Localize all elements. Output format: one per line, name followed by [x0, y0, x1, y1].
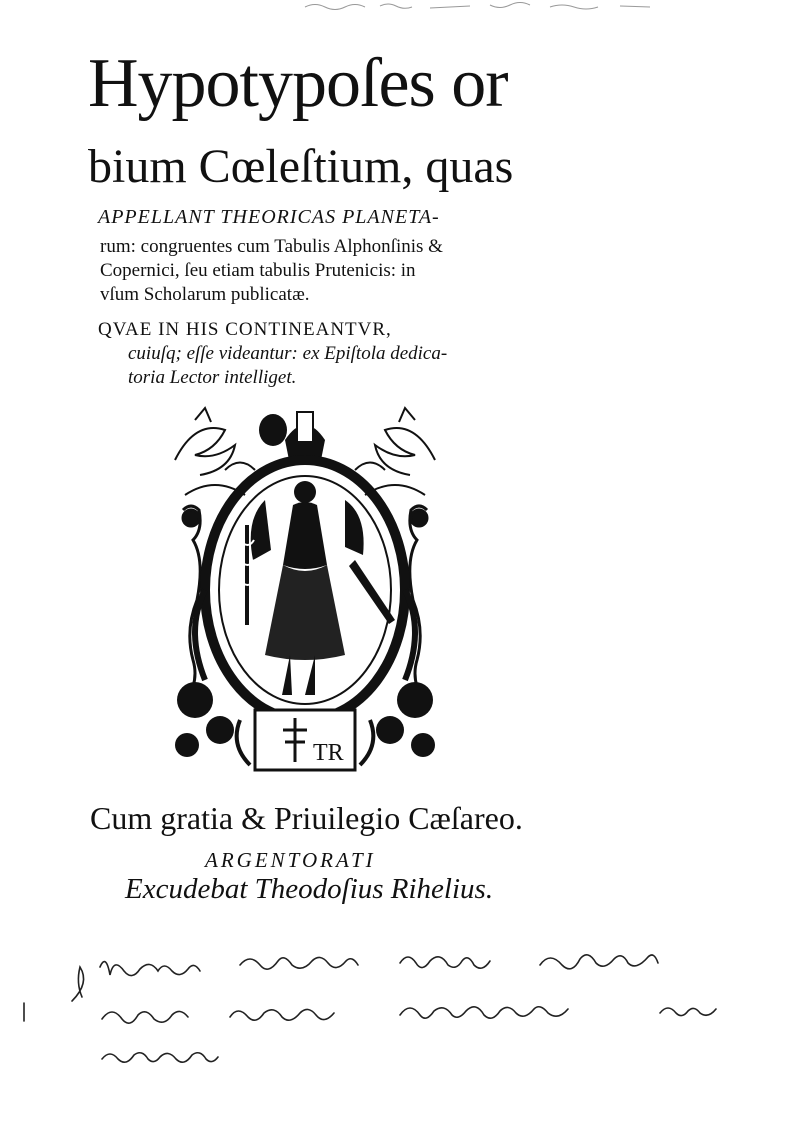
subtitle-line-1: rum: congruentes cum Tabulis Alphonſinis &	[100, 236, 443, 257]
title-line-1: Hypotypoſes or	[88, 45, 508, 122]
title-line-2: bium Cœleſtium, quas	[88, 140, 514, 193]
subtitle-caps-line: APPELLANT THEORICAS PLANETA-	[98, 206, 440, 228]
printer-mark: TR	[313, 740, 344, 766]
subtitle-line-3: vſum Scholarum publicatæ.	[100, 284, 310, 305]
imprint-city: ARGENTORATI	[205, 848, 376, 872]
imprint-printer: Excudebat Theodoſius Rihelius.	[125, 873, 494, 905]
contents-line-2: toria Lector intelliget.	[128, 367, 297, 388]
printers-device-woodcut	[165, 400, 445, 785]
subtitle-line-2: Copernici, ſeu etiam tabulis Prutenicis: in	[100, 260, 416, 281]
handwritten-annotation	[20, 945, 760, 1075]
contents-line-1: cuiuſq; eſſe videantur: ex Epiſtola dedica-	[128, 343, 448, 364]
privilege-statement: Cum gratia & Priuilegio Cæſareo.	[90, 800, 523, 836]
faint-top-inscription	[300, 0, 660, 14]
contents-heading: QVAE IN HIS CONTINEANTVR,	[98, 319, 392, 340]
